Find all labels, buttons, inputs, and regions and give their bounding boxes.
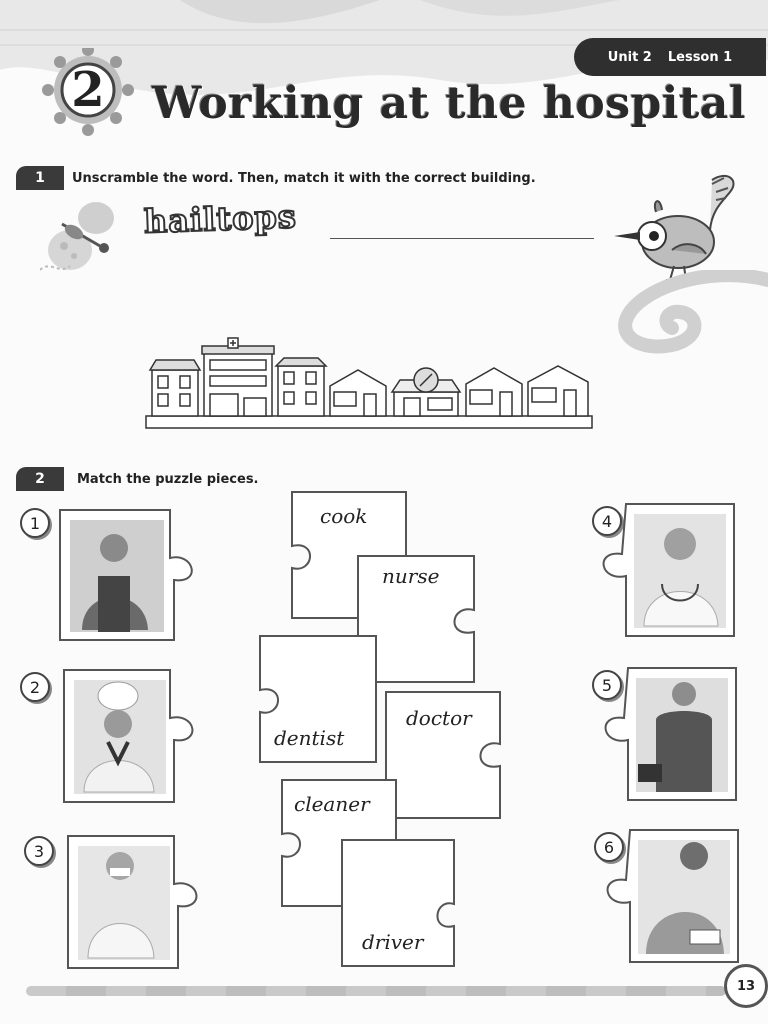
photo-number: 1 [20, 508, 50, 538]
answer-line[interactable] [330, 238, 594, 239]
footer-bar [26, 986, 726, 996]
photo-number: 2 [20, 672, 50, 702]
scrambled-word: hailtops [143, 197, 298, 241]
word-doctor[interactable]: doctor [406, 706, 472, 730]
unit-label: Unit 2 [607, 49, 652, 65]
word-cook[interactable]: cook [320, 504, 368, 528]
photo-number: 3 [24, 836, 54, 866]
photo-number: 4 [592, 506, 622, 536]
swirl-decoration [616, 270, 768, 360]
butterfly-icon [40, 200, 130, 280]
section-2-tab: 2 [16, 467, 64, 491]
photo-piece-dentist[interactable] [62, 832, 212, 974]
word-nurse[interactable]: nurse [382, 564, 440, 588]
photo-piece-cook[interactable] [54, 506, 204, 648]
unit-number: 2 [71, 62, 105, 118]
section-1-tab: 1 [16, 166, 64, 190]
section-1-instruction: Unscramble the word. Then, match it with the correct building. [72, 171, 536, 186]
bird-icon [612, 170, 742, 285]
lesson-label: Lesson 1 [667, 49, 733, 65]
photo-piece-driver[interactable] [594, 664, 744, 806]
photo-piece-chef[interactable] [58, 666, 208, 808]
unit-lesson-badge [574, 38, 766, 76]
section-2-instruction: Match the puzzle pieces. [77, 472, 259, 487]
word-driver[interactable]: driver [362, 930, 424, 954]
buildings-strip [144, 336, 596, 432]
page-title: Working at the hospital [152, 78, 747, 129]
word-dentist[interactable]: dentist [274, 726, 345, 750]
photo-piece-doctor[interactable] [592, 500, 742, 642]
photo-number: 5 [592, 670, 622, 700]
word-cleaner[interactable]: cleaner [294, 792, 370, 816]
photo-number: 6 [594, 832, 624, 862]
photo-piece-nurse[interactable] [596, 826, 746, 968]
page-number: 13 [724, 964, 768, 1008]
